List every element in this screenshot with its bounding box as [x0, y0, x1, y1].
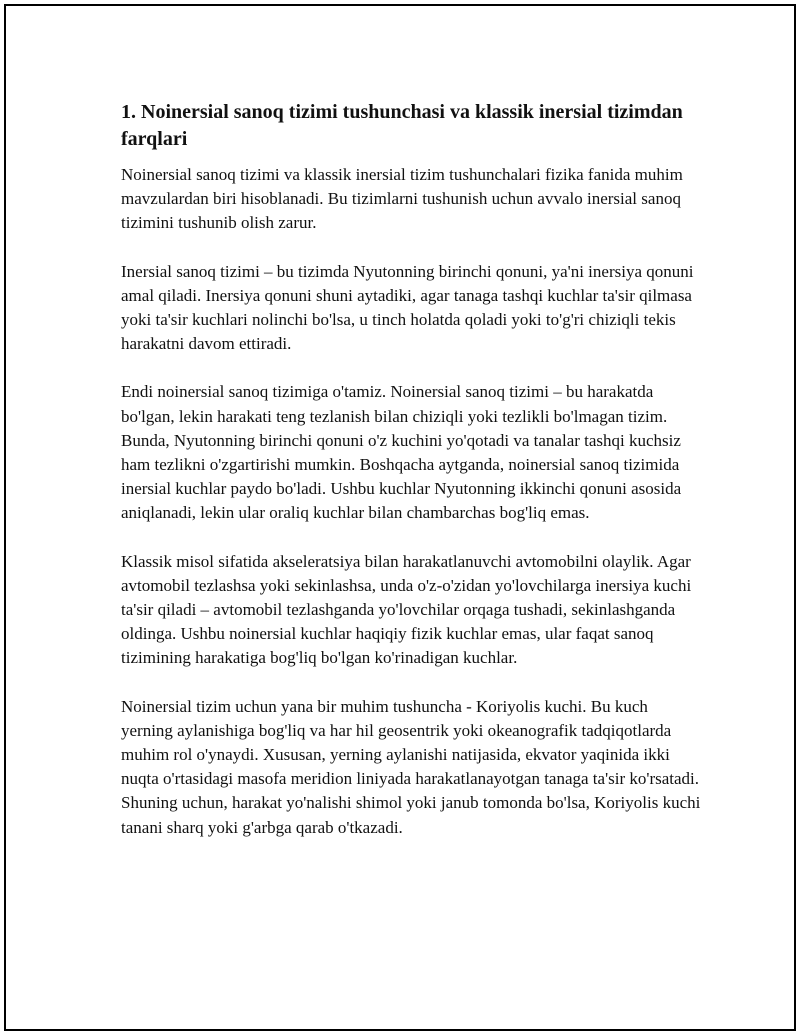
- section-heading: 1. Noinersial sanoq tizimi tushunchasi va klassik inersial tizimdan farqlari: [121, 101, 683, 150]
- paragraph-inertial-frame: Inersial sanoq tizimi – bu tizimda Nyutonning birinchi qonuni, ya'ni inersiya qonuni amal qiladi. Inersiya qonuni shuni aytadiki, agar tanaga tashqi kuchlar ta'sir qilmasa yoki ta'sir kuchlari nolinchi bo'lsa, u tinch holatda qoladi yoki to'g'ri chiziqli tekis harakatni davom ettiradi.: [121, 261, 694, 354]
- document-body: [121, 99, 701, 864]
- paragraph-coriolis: Noinersial tizim uchun yana bir muhim tushuncha - Koriyolis kuchi. Bu kuch yerning aylanishiga bog'liq va har hil geosentrik yoki okeanografik tadqiqotlarda muhim rol o'ynaydi. Xususan, yerning aylanishi natijasida, ekvator yaqinida ikki nuqta o'rtasidagi masofa meridion liniyada harakatlanayotgan tanaga ta'sir ko'rsatadi. Shuning uchun, harakat yo'nalishi shimol yoki janub tomonda bo'lsa, Koriyolis kuchi tanani sharq yoki g'arbga qarab o'tkazadi.: [121, 696, 701, 837]
- paragraph-car-example: Klassik misol sifatida akseleratsiya bilan harakatlanuvchi avtomobilni olaylik. Agar avtomobil tezlashsa yoki sekinlashsa, unda o'z-o'zidan yo'lovchilarga inersiya kuchi ta'sir qiladi – avtomobil tezlashganda yo'lovchilar orqaga tushadi, sekinlashganda oldinga. Ushbu noinersial kuchlar haqiqiy fizik kuchlar emas, ular faqat sanoq tizimining harakatiga bog'liq bo'lgan ko'rinadigan kuchlar.: [121, 551, 692, 668]
- page-frame: [4, 4, 796, 1031]
- paragraph-noninertial-frame: Endi noinersial sanoq tizimiga o'tamiz. Noinersial sanoq tizimi – bu harakatda bo'lgan, lekin harakati teng tezlanish bilan chiziqli yoki tezlikli bo'lmagan tizim. Bunda, Nyutonning birinchi qonuni o'z kuchini yo'qotadi va tanalar tashqi kuchsiz ham tezlikni o'zgartirishi mumkin. Boshqacha aytganda, noinersial sanoq tizimida inersial kuchlar paydo bo'ladi. Ushbu kuchlar Nyutonning ikkinchi qonuni asosida aniqlanadi, lekin ular oraliq kuchlar bilan chambarchas bog'liq emas.: [121, 382, 682, 523]
- paragraph-intro: Noinersial sanoq tizimi va klassik inersial tizim tushunchalari fizika fanida muhim mavzulardan biri hisoblanadi. Bu tizimlarni tushunish uchun avvalo inersial sanoq tizimini tushunib olish zarur.: [121, 165, 683, 233]
